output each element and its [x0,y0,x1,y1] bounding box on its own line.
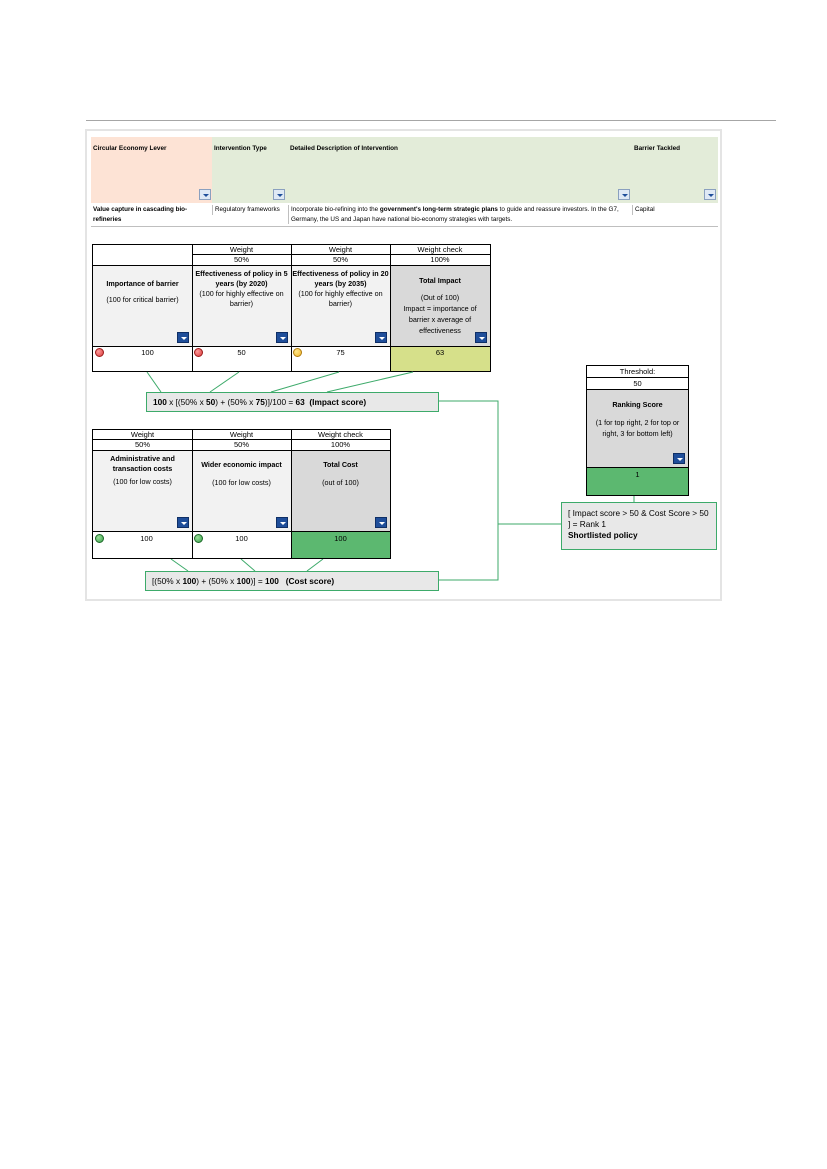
wider-impact-dropdown[interactable] [276,517,288,528]
cost-formula-part-2: ) + (50% x [196,576,237,586]
cost-formula-result: 100 [265,576,279,586]
impact-score-formula [146,392,439,412]
total-cost-value: 100 [334,534,347,543]
description-header-label: Detailed Description of Intervention [290,145,398,152]
impact-formula-part-1: x [(50% x [166,397,207,407]
total-cost-header [291,460,390,488]
effectiveness-2020-note: (100 for highly effective on barrier) [199,289,284,308]
impact-weight-check-label: Weight check [417,245,463,254]
cost-weight-value-2: 50% [233,440,249,449]
cost-grid-h2 [93,450,390,451]
impact-formula-eff-2020: 50 [206,397,216,407]
lever-header-label: Circular Economy Lever [93,145,167,152]
impact-weight-check-value: 100% [430,255,450,264]
impact-formula-importance: 100 [153,397,167,407]
total-impact-value: 63 [435,348,445,357]
effectiveness-2035-title: Effectiveness of policy in 20 years (by 2035) [292,269,389,288]
description-text-end: to guide and reassure investors. In the G7, Germany, the US and Japan have national bio-economy strategies with targets. [291,206,619,223]
impact-formula-part-2: ) + (50% x [215,397,256,407]
barrier-header-label: Barrier Tackled [634,145,681,152]
admin-cost-value[interactable]: 100 [140,534,153,543]
connector-effect-2035 [271,372,339,392]
cost-grid-h1 [93,439,390,440]
impact-weight-value-1: 50% [233,255,249,264]
ranking-grid-h3 [587,467,688,468]
wider-impact-note: (100 for low costs) [212,478,271,487]
barrier-value: Capital [632,205,718,215]
connector-admin-cost [171,559,188,571]
cost-formula-part-3: )] = [250,576,266,586]
ranking-header [587,400,688,439]
connector-wider-impact [241,559,255,571]
ranking-table [586,365,689,496]
wider-impact-header [192,460,291,488]
cost-weight-check-value: 100% [330,440,351,449]
cost-weight-check-label: Weight check [318,430,363,439]
cost-formula-admin: 100 [182,576,197,586]
effectiveness-2035-note: (100 for highly effective on barrier) [298,289,383,308]
impact-weight-label-2: Weight [328,245,353,254]
shortlist-result-box [561,502,717,550]
effectiveness-2020-title: Effectiveness of policy in 5 years (by 2020) [195,269,288,288]
cost-formula-wider: 100 [236,576,251,586]
shortlist-condition: [ Impact score > 50 & Cost Score > 50 ] = Rank 1 [568,508,709,529]
impact-weight-value-2: 50% [332,255,348,264]
effectiveness-2035-value[interactable]: 75 [336,348,345,357]
impact-formula-eff-2035: 75 [255,397,265,407]
description-text-emphasis: government's long-term strategic plans [379,206,498,213]
ranking-title: Ranking Score [612,400,663,409]
connector-total-impact [327,372,413,392]
impact-formula-part-3: )]/100 = [264,397,296,407]
connector-impact-to-result [438,401,561,524]
ranking-grid-h2 [587,389,688,390]
intervention-header-label: Intervention Type [214,145,267,152]
cost-formula-label: (Cost score) [285,576,335,586]
ranking-value: 1 [635,470,640,479]
lever-value: Value capture in cascading bio-refineries [93,206,188,223]
total-impact-title: Total Impact [419,276,461,285]
total-cost-title: Total Cost [323,460,358,469]
ranking-note: (1 for top right, 2 for top or right, 3 for bottom left) [595,418,680,438]
total-impact-note: (Out of 100) [420,293,460,302]
shortlist-label: Shortlisted policy [568,530,638,540]
importance-note: (100 for critical barrier) [106,295,179,304]
impact-formula-label: (Impact score) [309,397,367,407]
connector-total-cost [307,559,323,571]
ranking-dropdown[interactable] [673,453,685,464]
admin-cost-title: Administrative and transaction costs [110,454,175,473]
policy-assessment-figure [85,129,722,601]
impact-weight-label-1: Weight [229,245,254,254]
connector-effect-2020 [210,372,239,392]
cost-table [92,429,391,559]
admin-cost-dropdown[interactable] [177,517,189,528]
impact-formula-result: 63 [295,397,305,407]
effectiveness-2020-value[interactable]: 50 [237,348,246,357]
cost-formula-part-1: [(50% x [152,576,183,586]
cost-weight-label-2: Weight [229,430,254,439]
wider-impact-title: Wider economic impact [201,460,282,469]
threshold-value[interactable]: 50 [633,379,642,388]
admin-cost-header [93,454,192,487]
total-cost-note: (out of 100) [322,478,359,487]
page-header-rule [86,120,776,121]
cost-score-formula [145,571,439,591]
cost-grid-h3 [93,531,390,532]
admin-cost-note: (100 for low costs) [113,477,172,486]
connector-cost-to-result [438,524,498,580]
ranking-grid-h1 [587,377,688,378]
importance-title: Importance of barrier [106,279,179,288]
intervention-value: Regulatory frameworks [212,205,288,215]
threshold-label: Threshold: [619,367,656,376]
total-impact-desc: Impact = importance of barrier x average of effectiveness [403,304,477,335]
total-cost-dropdown[interactable] [375,517,387,528]
cost-weight-value-1: 50% [134,440,150,449]
cost-weight-label-1: Weight [130,430,155,439]
importance-value[interactable]: 100 [141,348,154,357]
cost-formula-space [279,576,286,586]
description-text-start: Incorporate bio-refining into the [291,206,380,213]
wider-impact-value[interactable]: 100 [235,534,248,543]
connector-importance [147,372,161,392]
